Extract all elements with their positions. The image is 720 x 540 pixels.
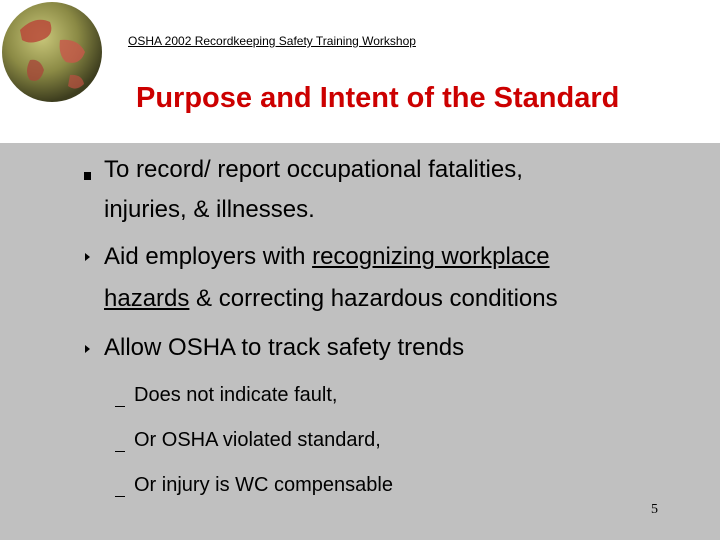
bullet-1-line-1: To record/ report occupational fatalities,: [104, 156, 523, 183]
bullet-2-text: Aid employers with: [104, 243, 313, 270]
bullet-3-line-1: Allow OSHA to track safety trends: [104, 334, 465, 361]
slide-title: Purpose and Intent of the Standard: [136, 82, 620, 114]
bullet-1-line-2: injuries, & illnesses.: [104, 196, 315, 223]
bullet-2-line-2: [104, 285, 558, 313]
triangle-bullet-icon: [85, 253, 90, 261]
bullet-2-text-2: & correcting hazardous conditions: [189, 285, 558, 312]
page-number: 5: [651, 502, 658, 517]
subbullet-1: Does not indicate fault,: [134, 384, 338, 406]
globe-icon: [0, 0, 108, 108]
dash-bullet-icon: [115, 496, 125, 497]
subbullet-2: Or OSHA violated standard,: [134, 429, 381, 451]
dash-bullet-icon: [115, 451, 125, 452]
triangle-bullet-icon: [85, 345, 90, 353]
slide-header: [0, 0, 720, 143]
bullet-2-underlined-2: hazards: [104, 285, 190, 312]
square-bullet-icon: [84, 172, 91, 180]
dash-bullet-icon: [115, 406, 125, 407]
bullet-2-underlined: recognizing workplace: [312, 243, 550, 270]
subbullet-3: Or injury is WC compensable: [134, 474, 393, 496]
bullet-2-line-1: [104, 243, 550, 271]
workshop-title: OSHA 2002 Recordkeeping Safety Training Workshop: [128, 34, 416, 48]
